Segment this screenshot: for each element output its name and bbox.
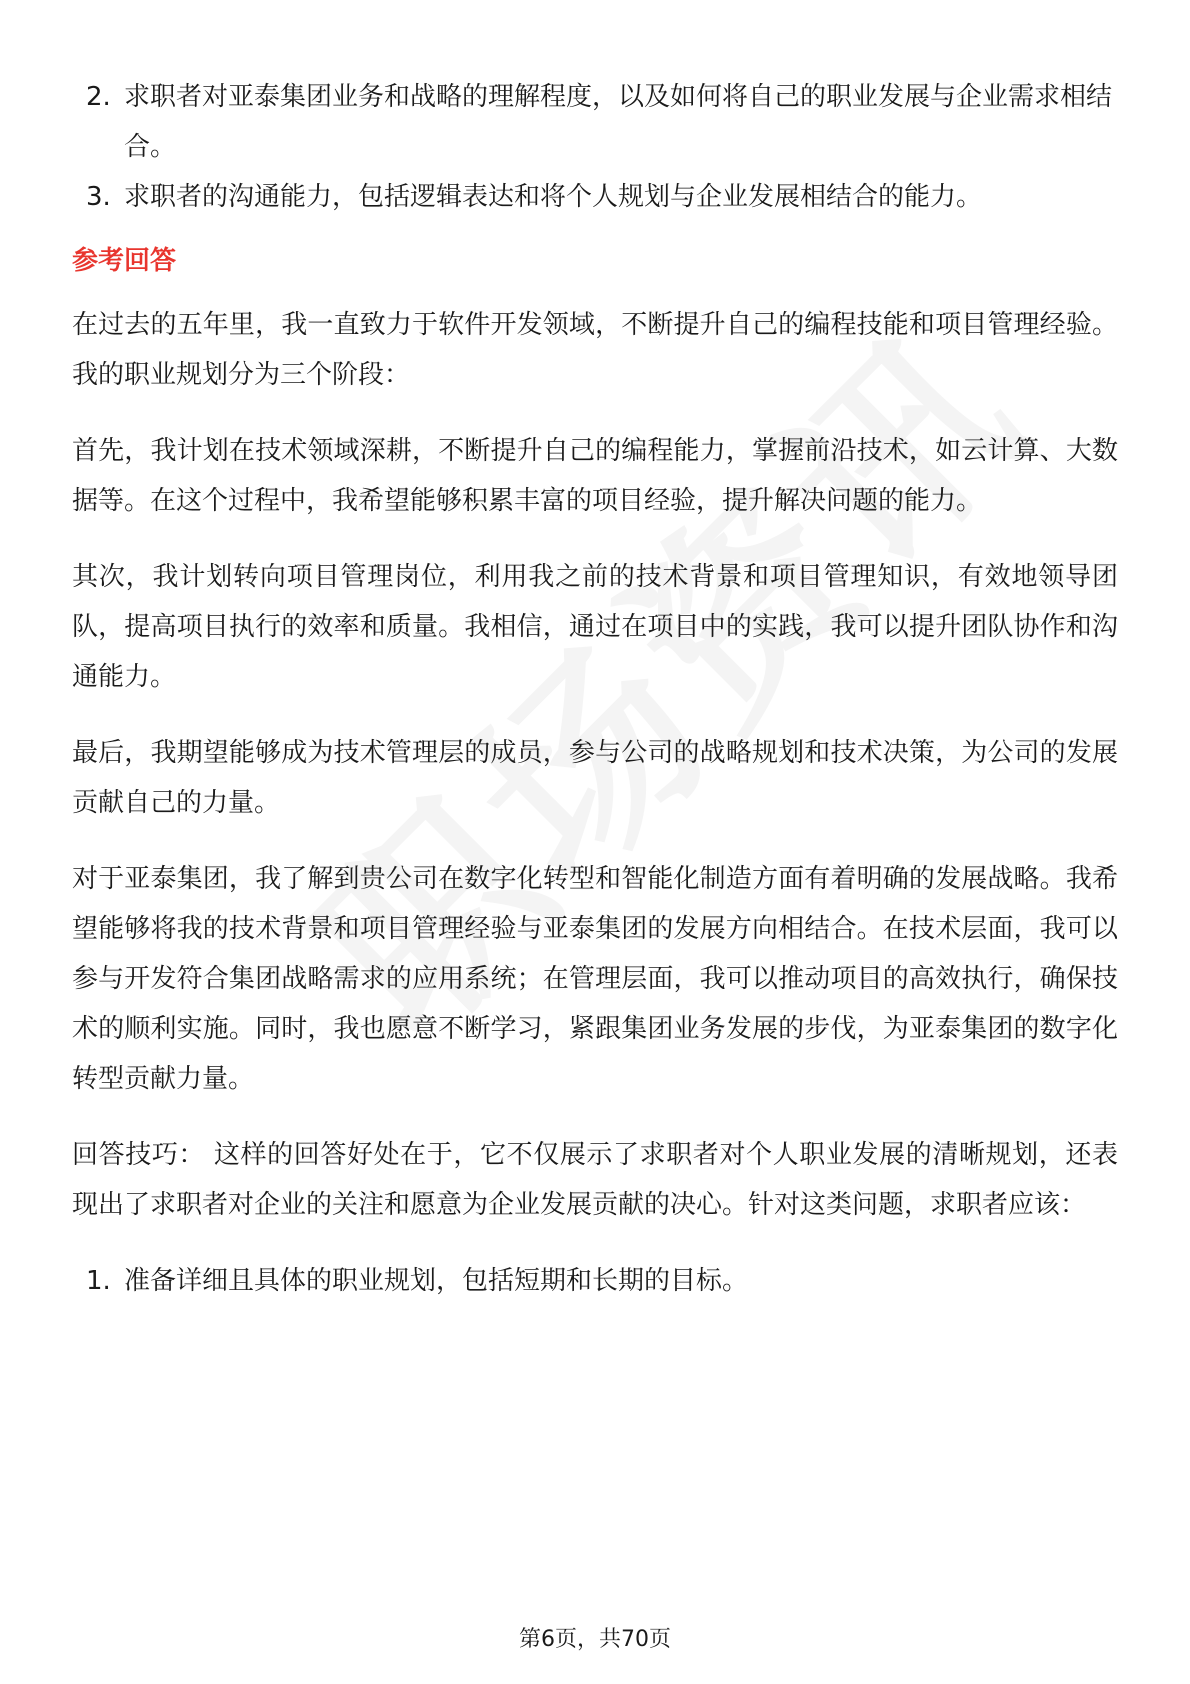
list-item-number: 2. <box>86 82 111 112</box>
page-content <box>72 72 1118 1306</box>
evaluation-points-list <box>72 72 1118 222</box>
section-heading-reference-answer: 参考回答 <box>72 246 177 276</box>
tips-list <box>72 1256 1118 1306</box>
list-item-text: 求职者的沟通能力，包括逻辑表达和将个人规划与企业发展相结合的能力。 <box>124 182 983 212</box>
list-item-text: 准备详细且具体的职业规划，包括短期和长期的目标。 <box>124 1266 749 1296</box>
list-item <box>72 72 1118 172</box>
list-item-number: 3. <box>86 182 111 212</box>
paragraph-answer-tips: 回答技巧： 这样的回答好处在于，它不仅展示了求职者对个人职业发展的清晰规划，还表现出了求职者对企业的关注和愿意为企业发展贡献的决心。针对这类问题，求职者应该： <box>72 1140 1118 1220</box>
paragraph-second-stage: 其次，我计划转向项目管理岗位，利用我之前的技术背景和项目管理知识，有效地领导团队，提高项目执行的效率和质量。我相信，通过在项目中的实践，我可以提升团队协作和沟通能力。 <box>72 562 1118 692</box>
page-footer: 第6页，共70页 <box>519 1627 671 1652</box>
list-item-number: 1. <box>86 1266 111 1296</box>
paragraph-intro: 在过去的五年里，我一直致力于软件开发领域，不断提升自己的编程技能和项目管理经验。我的职业规划分为三个阶段： <box>72 310 1118 390</box>
paragraph-final-stage: 最后，我期望能够成为技术管理层的成员，参与公司的战略规划和技术决策，为公司的发展贡献自己的力量。 <box>72 738 1118 818</box>
list-item <box>72 1256 1118 1306</box>
paragraph-company-fit: 对于亚泰集团，我了解到贵公司在数字化转型和智能化制造方面有着明确的发展战略。我希望能够将我的技术背景和项目管理经验与亚泰集团的发展方向相结合。在技术层面，我可以参与开发符合集团战略需求的应用系统；在管理层面，我可以推动项目的高效执行，确保技术的顺利实施。同时，我也愿意不断学习，紧跟集团业务发展的步伐，为亚泰集团的数字化转型贡献力量。 <box>72 864 1118 1094</box>
list-item-text: 求职者对亚泰集团业务和战略的理解程度，以及如何将自己的职业发展与企业需求相结合。 <box>124 82 1113 162</box>
list-item <box>72 172 1118 222</box>
paragraph-first-stage: 首先，我计划在技术领域深耕，不断提升自己的编程能力，掌握前沿技术，如云计算、大数据等。在这个过程中，我希望能够积累丰富的项目经验，提升解决问题的能力。 <box>72 436 1118 516</box>
